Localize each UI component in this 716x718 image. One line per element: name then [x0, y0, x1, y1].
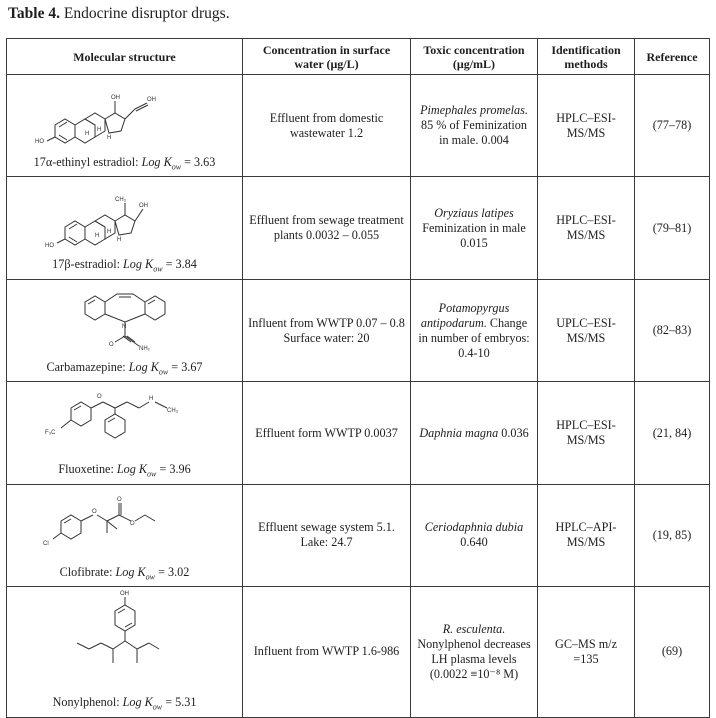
h-atom: H — [96, 127, 101, 133]
ch3-atom: CH₃ — [166, 408, 178, 415]
ho-atom: HO — [34, 139, 44, 145]
reference-cell: (19, 85) — [635, 484, 710, 586]
toxic-value: Change in number of embryos: 0.4-10 — [418, 315, 530, 360]
log-label: Log K — [123, 257, 154, 272]
log-sub: ow — [153, 264, 163, 274]
oh-atom: OH — [119, 591, 129, 598]
ch3-atom: CH₃ — [114, 197, 126, 204]
toxic-cell — [411, 382, 538, 484]
log-label: Log K — [141, 155, 172, 169]
h-atom: H — [106, 229, 111, 236]
h-atom: H — [116, 237, 121, 244]
toxic-value: Nonylphenol decreases LH plasma levels (0.0022 ≡10⁻⁸ M) — [417, 636, 531, 681]
toxic-value: 0.036 — [501, 425, 529, 440]
ho-atom: HO — [44, 243, 54, 250]
o-atom: O — [96, 394, 102, 401]
log-sub: ow — [171, 162, 182, 172]
toxic-value: 0.640 — [460, 535, 488, 550]
species: Potamopyrgus antipodarum. — [420, 300, 510, 330]
header-toxic: Toxic concentration (μg/mL) — [411, 39, 538, 75]
cl-atom: Cl — [42, 540, 49, 547]
reference-cell: (69) — [635, 587, 710, 717]
drug-name: 17α-ethinyl estradiol: Log $K_{ow} = 3.63$ — [33, 155, 216, 172]
concentration-cell: Influent from WWTP 1.6-986 — [243, 587, 411, 717]
table-caption — [8, 5, 230, 23]
log-label: Log K — [115, 564, 146, 579]
log-label: Log K — [116, 462, 148, 477]
log-sub: ow — [147, 469, 157, 479]
table-row — [7, 484, 710, 586]
header-concentration: Concentration in surface water (μg/L) — [243, 39, 411, 75]
nh2-atom: NH₂ — [138, 345, 150, 352]
drug-name: Fluoxetine: Log $K_{ow} = 3.96$ — [58, 462, 191, 479]
estradiol-structure — [35, 177, 215, 257]
concentration-cell: Effluent form WWTP 0.0037 — [243, 382, 411, 484]
clofibrate-structure — [35, 485, 215, 565]
toxic-cell — [411, 587, 538, 717]
h-atom: H — [94, 233, 99, 240]
nonylphenol-structure — [35, 587, 215, 695]
structure-cell — [7, 177, 243, 279]
method-cell: GC–MS m/z =135 — [538, 587, 635, 717]
o-atom: O — [129, 520, 135, 527]
oh-atom: OH — [146, 97, 156, 103]
n-atom: N — [121, 323, 126, 330]
method-cell: UPLC–ESI-MS/MS — [538, 279, 635, 381]
method-cell: HPLC–API-MS/MS — [538, 484, 635, 586]
oh-atom: OH — [110, 95, 120, 101]
species: Ceriodaphnia dubia — [424, 520, 524, 535]
log-value: 5.31 — [175, 695, 197, 710]
species: Oryziaus latipes — [434, 205, 514, 220]
concentration-cell: Effluent sewage system 5.1. Lake: 24.7 — [243, 484, 411, 586]
drug-name-text: Clofibrate: — [59, 564, 113, 579]
structure-cell — [7, 279, 243, 381]
o-atom: O — [116, 496, 122, 503]
species: Pimephales promelas. — [420, 103, 528, 118]
h-atom: H — [106, 135, 111, 141]
method-cell: HPLC–ESI-MS/MS — [538, 75, 635, 177]
toxic-value: Feminization in male 0.015 — [422, 220, 526, 250]
reference-cell: (21, 84) — [635, 382, 710, 484]
drug-name: Nonylphenol: Log $K_{ow} = 5.31$ — [52, 695, 197, 712]
log-value: 3.84 — [175, 257, 197, 272]
log-value: 3.02 — [167, 564, 190, 579]
toxic-cell — [411, 75, 538, 177]
table-row — [7, 177, 710, 279]
log-sub: ow — [158, 367, 169, 377]
toxic-value: 85 % of Feminization in male. 0.004 — [421, 118, 527, 148]
header-structure: Molecular structure — [7, 39, 243, 75]
toxic-cell — [411, 177, 538, 279]
concentration-cell: Influent from WWTP 0.07 – 0.8 Surface water: 20 — [243, 279, 411, 381]
table-row — [7, 75, 710, 177]
structure-cell — [7, 75, 243, 177]
species: R. esculenta. — [442, 621, 506, 636]
reference-cell: (79–81) — [635, 177, 710, 279]
structure-cell — [7, 484, 243, 586]
drug-name: 17β-estradiol: Log $K_{ow} = 3.84$ — [52, 257, 197, 274]
toxic-cell — [411, 279, 538, 381]
nh-atom: H — [148, 396, 153, 403]
log-sub: ow — [152, 702, 163, 712]
table-row — [7, 279, 710, 381]
structure-cell — [7, 382, 243, 484]
drug-name-text: Carbamazepine: — [46, 359, 126, 374]
log-label: Log K — [128, 359, 159, 374]
structure-cell — [7, 587, 243, 717]
toxic-cell — [411, 484, 538, 586]
drug-name-text: 17α-ethinyl estradiol: — [33, 155, 139, 169]
fluoxetine-structure — [35, 382, 215, 462]
log-value: 3.67 — [181, 359, 203, 374]
table-row — [7, 382, 710, 484]
header-row — [7, 39, 710, 75]
method-cell: HPLC–ESI-MS/MS — [538, 177, 635, 279]
reference-cell: (82–83) — [635, 279, 710, 381]
drug-name-text: 17β-estradiol: — [52, 257, 120, 272]
carbamazepine-structure — [35, 280, 215, 360]
method-cell: HPLC–ESI-MS/MS — [538, 382, 635, 484]
concentration-cell: Effluent from sewage treatment plants 0.0032 – 0.055 — [243, 177, 411, 279]
table-row — [7, 587, 710, 717]
log-value: 3.96 — [169, 462, 191, 477]
caption-label: Table 4. — [8, 5, 60, 22]
o-atom: O — [91, 508, 97, 515]
drug-name-text: Fluoxetine: — [58, 462, 114, 477]
log-sub: ow — [145, 572, 156, 582]
reference-cell: (77–78) — [635, 75, 710, 177]
header-reference: Reference — [635, 39, 710, 75]
f3c-atom: F₃C — [44, 430, 55, 437]
drug-name: Carbamazepine: Log $K_{ow} = 3.67$ — [46, 359, 203, 377]
header-methods: Identification methods — [538, 39, 635, 75]
species: Daphnia magna — [419, 425, 499, 440]
drug-name: Clofibrate: Log $K_{ow} = 3.02$ — [59, 564, 190, 582]
drug-name-text: Nonylphenol: — [52, 695, 120, 710]
log-value: 3.63 — [194, 155, 216, 169]
h-atom: H — [84, 131, 89, 137]
log-label: Log K — [122, 695, 153, 710]
drug-table — [6, 38, 710, 718]
oh-atom: OH — [138, 203, 148, 210]
concentration-cell: Effluent from domestic wastewater 1.2 — [243, 75, 411, 177]
caption-text: Endocrine disruptor drugs. — [63, 5, 230, 22]
ethinyl-estradiol-structure — [35, 75, 215, 155]
o-atom: O — [108, 341, 114, 348]
